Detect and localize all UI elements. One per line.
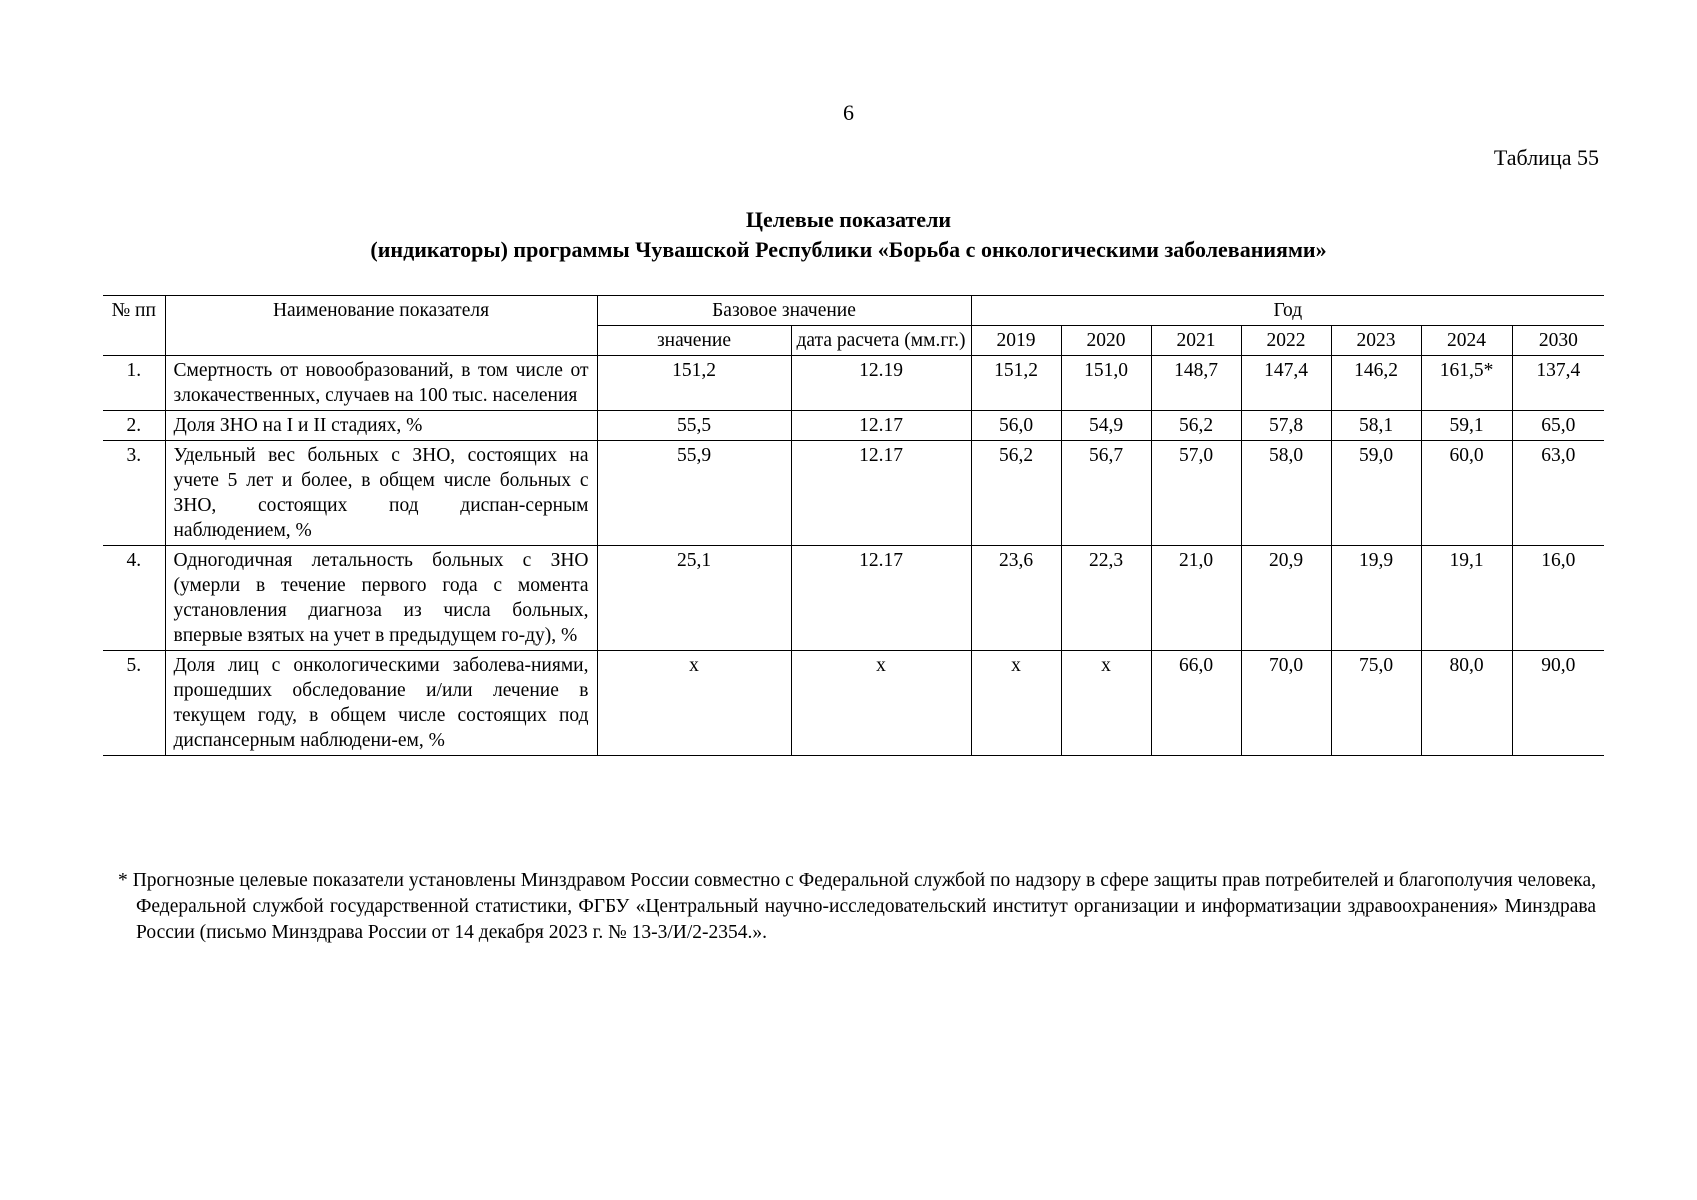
table-row bbox=[103, 411, 1604, 441]
base-value: 55,9 bbox=[597, 441, 791, 546]
indicator-name: Одногодичная летальность больных с ЗНО (умерли в течение первого года с момента установления диагноза из числа больных, впервые взятых на учет в предыдущем го-ду), % bbox=[165, 546, 597, 651]
header-num: № пп bbox=[103, 296, 165, 356]
value-2019: 56,0 bbox=[971, 411, 1061, 441]
value-2024: 19,1 bbox=[1421, 546, 1512, 651]
value-2030: 63,0 bbox=[1512, 441, 1604, 546]
header-year-2019: 2019 bbox=[971, 326, 1061, 356]
value-2020: 54,9 bbox=[1061, 411, 1151, 441]
page-number: 6 bbox=[843, 100, 854, 125]
value-2023: 59,0 bbox=[1331, 441, 1421, 546]
value-2020: 56,7 bbox=[1061, 441, 1151, 546]
value-2030: 90,0 bbox=[1512, 651, 1604, 756]
value-2024: 161,5* bbox=[1421, 356, 1512, 411]
row-num: 3. bbox=[103, 441, 165, 546]
value-2021: 66,0 bbox=[1151, 651, 1241, 756]
header-base: Базовое значение bbox=[597, 296, 971, 326]
table-label: Таблица 55 bbox=[1493, 145, 1599, 170]
indicator-name: Смертность от новообразований, в том числе от злокачественных, случаев на 100 тыс. населения bbox=[165, 356, 597, 411]
indicator-name: Доля лиц с онкологическими заболева-ниями, прошедших обследование и/или лечение в текущем году, в общем числе состоящих под диспансерным наблюдени-ем, % bbox=[165, 651, 597, 756]
base-date: 12.17 bbox=[791, 441, 971, 546]
value-2020: 151,0 bbox=[1061, 356, 1151, 411]
value-2019: 56,2 bbox=[971, 441, 1061, 546]
header-year: Год bbox=[971, 296, 1604, 326]
base-value: 55,5 bbox=[597, 411, 791, 441]
base-date: 12.19 bbox=[791, 356, 971, 411]
value-2023: 19,9 bbox=[1331, 546, 1421, 651]
indicators-table bbox=[103, 295, 1604, 756]
value-2024: 59,1 bbox=[1421, 411, 1512, 441]
table-row bbox=[103, 651, 1604, 756]
document-title bbox=[0, 205, 1697, 265]
value-2023: 75,0 bbox=[1331, 651, 1421, 756]
header-year-2022: 2022 bbox=[1241, 326, 1331, 356]
value-2030: 16,0 bbox=[1512, 546, 1604, 651]
value-2022: 58,0 bbox=[1241, 441, 1331, 546]
table-row bbox=[103, 441, 1604, 546]
row-num: 2. bbox=[103, 411, 165, 441]
value-2021: 21,0 bbox=[1151, 546, 1241, 651]
row-num: 5. bbox=[103, 651, 165, 756]
value-2030: 137,4 bbox=[1512, 356, 1604, 411]
title-line-1: Целевые показатели bbox=[745, 207, 952, 232]
row-num: 1. bbox=[103, 356, 165, 411]
base-date: 12.17 bbox=[791, 546, 971, 651]
table-row bbox=[103, 546, 1604, 651]
value-2023: 58,1 bbox=[1331, 411, 1421, 441]
value-2020: х bbox=[1061, 651, 1151, 756]
value-2024: 80,0 bbox=[1421, 651, 1512, 756]
table-row bbox=[103, 356, 1604, 411]
header-base-value: значение bbox=[597, 326, 791, 356]
value-2021: 56,2 bbox=[1151, 411, 1241, 441]
header-year-2021: 2021 bbox=[1151, 326, 1241, 356]
base-value: 25,1 bbox=[597, 546, 791, 651]
footnote-text: * Прогнозные целевые показатели установлены Минздравом России совместно с Федеральной службой по надзору в сфере защиты прав потребителей и благополучия человека, Федеральной службой государственной статистики, ФГБУ «Центральный научно-исследовательский институт организации и информатизации здравоохранения» Минздрава России (письмо Минздрава России от 14 декабря 2023 г. № 13-3/И/2-2354.». bbox=[118, 870, 1596, 943]
value-2019: х bbox=[971, 651, 1061, 756]
footnote bbox=[118, 868, 1596, 946]
base-value: х bbox=[597, 651, 791, 756]
header-year-2024: 2024 bbox=[1421, 326, 1512, 356]
title-line-2: (индикаторы) программы Чувашской Республики «Борьба с онкологическими заболеваниями» bbox=[370, 237, 1327, 262]
row-num: 4. bbox=[103, 546, 165, 651]
value-2022: 147,4 bbox=[1241, 356, 1331, 411]
base-date: х bbox=[791, 651, 971, 756]
value-2022: 20,9 bbox=[1241, 546, 1331, 651]
value-2022: 70,0 bbox=[1241, 651, 1331, 756]
base-date: 12.17 bbox=[791, 411, 971, 441]
value-2021: 57,0 bbox=[1151, 441, 1241, 546]
value-2019: 23,6 bbox=[971, 546, 1061, 651]
header-year-2023: 2023 bbox=[1331, 326, 1421, 356]
value-2024: 60,0 bbox=[1421, 441, 1512, 546]
value-2023: 146,2 bbox=[1331, 356, 1421, 411]
header-name: Наименование показателя bbox=[165, 296, 597, 356]
value-2020: 22,3 bbox=[1061, 546, 1151, 651]
value-2030: 65,0 bbox=[1512, 411, 1604, 441]
value-2022: 57,8 bbox=[1241, 411, 1331, 441]
base-value: 151,2 bbox=[597, 356, 791, 411]
value-2019: 151,2 bbox=[971, 356, 1061, 411]
header-base-date: дата расчета (мм.гг.) bbox=[791, 326, 971, 356]
value-2021: 148,7 bbox=[1151, 356, 1241, 411]
indicator-name: Доля ЗНО на I и II стадиях, % bbox=[165, 411, 597, 441]
indicator-name: Удельный вес больных с ЗНО, состоящих на учете 5 лет и более, в общем числе больных с ЗНО, состоящих под диспан-серным наблюдением, % bbox=[165, 441, 597, 546]
header-year-2030: 2030 bbox=[1512, 326, 1604, 356]
header-year-2020: 2020 bbox=[1061, 326, 1151, 356]
